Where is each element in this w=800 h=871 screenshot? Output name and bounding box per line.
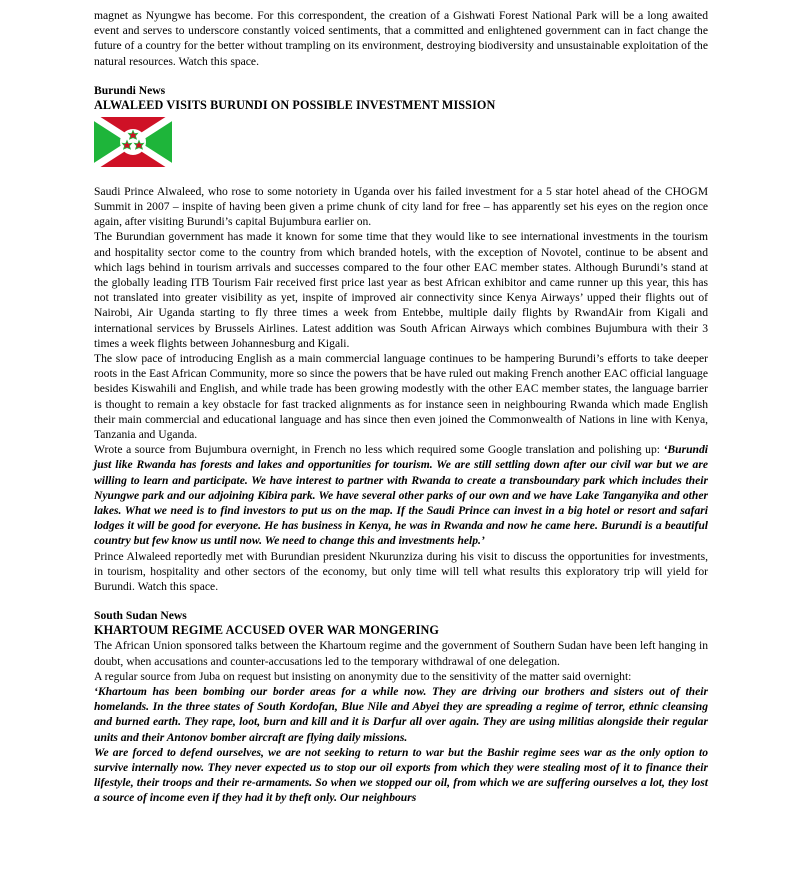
spacer (94, 69, 708, 83)
source-quote: ‘Khartoum has been bombing our border areas for a while now. They are driving our brothers and sisters out of their homelands. In the three states of South Kordofan, Blue Nile and Abyei they are spreading a regime of terror, ethnic cleansing and burned earth. They rape, loot, burn and kill and it is Darfur all over again. They are using militias alongside their regular units and their Antonov bomber aircraft are flying daily missions. (94, 684, 708, 744)
quote-lead: Wrote a source from Bujumbura overnight, in French no less which required some Google translation and polishing up: (94, 443, 664, 457)
intro-paragraph: magnet as Nyungwe has become. For this correspondent, the creation of a Gishwati Forest National Park will be a long awaited event and serves to underscore constantly voiced sentiments, that a committed and enlightened government can in fact change the future of a country for the better without trampling on its environment, destroying biodiversity and unsustainable exploitation of the natural resources. Watch this space. (94, 9, 708, 68)
paragraph: Saudi Prince Alwaleed, who rose to some notoriety in Uganda over his failed investment for a 5 star hotel ahead of the CHOGM Summit in 2007 – inspite of having been given a prime chunk of city land for free – has apparently set his eyes on the region once again, after visiting Burundi’s capital Bujumbura earlier on. (94, 184, 708, 229)
burundi-flag-icon (94, 117, 172, 167)
spacer (94, 594, 708, 608)
paragraph: The Burundian government has made it known for some time that they would like to see international investments in the tourism and hospitality sector come to the country from which branded hotels, with the exception of Novotel, continue to be absent and which lags behind in tourism arrivals and successes compared to the four other EAC member states. Although Burundi’s stand at the globally leading ITB Tourism Fair received first price last year as best African exhibitor and came runner up this year, this has not translated into greater visibility as yet, inspite of improved air connectivity since Kenya Airways’ upped their flights out of Nairobi, Air Uganda starting to fly three times a week from Entebbe, multiple daily flights by RwandAir from Kigali and international services by Brussels Airlines. Latest addition was South African Airways which combines Bujumbura with their 3 times a week flights between Johannesburg and Kigali. (94, 230, 708, 350)
burundi-section (94, 83, 708, 594)
paragraph: Prince Alwaleed reportedly met with Burundian president Nkurunziza during his visit to discuss the opportunities for investments, in tourism, hospitality and other sectors of the economy, but only time will tell what results this exploratory trip will yield for Burundi. Watch this space. (94, 549, 708, 594)
paragraph: A regular source from Juba on request but insisting on anonymity due to the sensitivity of the matter said overnight: (94, 669, 632, 683)
source-quote: We are forced to defend ourselves, we are not seeking to return to war but the Bashir regime sees war as the only option to survive internally now. They never expected us to stop our oil exports from which they were stealing most of it to finance their lifestyle, their troops and their re-armaments. So when we stopped our oil, from which we are suffering ourselves a lot, they lost a source of income even if they had it by theft only. Our neighbours (94, 745, 708, 805)
article-page (94, 8, 708, 806)
south-sudan-section (94, 608, 708, 805)
headline: ALWALEED VISITS BURUNDI ON POSSIBLE INVESTMENT MISSION (94, 97, 496, 112)
paragraph: The slow pace of introducing English as a main commercial language continues to be hampering Burundi’s efforts to take deeper roots in the East African Community, more so since the powers that be have ruled out making French another EAC official language besides Kiswahili and English, and while trade has been growing modestly with the other EAC member states, the language barrier is thought to remain a key obstacle for fast tracked alignments as for instance seen in neighbouring Rwanda which made English their main commercial and educational language and has since then even joined the Commonwealth of Nations in line with Kenya, Tanzania and Uganda. (94, 352, 708, 442)
paragraph (94, 442, 708, 548)
headline: KHARTOUM REGIME ACCUSED OVER WAR MONGERING (94, 623, 439, 638)
section-label: South Sudan News (94, 609, 187, 623)
section-label: Burundi News (94, 83, 166, 97)
paragraph: The African Union sponsored talks between the Khartoum regime and the government of Southern Sudan have been left hanging in doubt, when accusations and counter-accusations led to the temporary withdrawal of one delegation. (94, 639, 708, 668)
source-quote: ‘Burundi just like Rwanda has forests and lakes and opportunities for tourism. We are still settling down after our civil war but we are willing to learn and participate. We have interest to partner with Rwanda to create a transboundary park which includes their Nyungwe park and our adjoining Kibira park. We have several other parks of our own and we have Lake Tanganyika and other lakes. What we need is to find investors to put us on the map. If the Saudi Prince can invest in a big hotel or resort and safari lodges it will be good for everyone. He has business in Kenya, he was in Rwanda and now he came here. Burundi is a beautiful country but few know us until now. We need to change this and investments help.’ (94, 443, 708, 548)
